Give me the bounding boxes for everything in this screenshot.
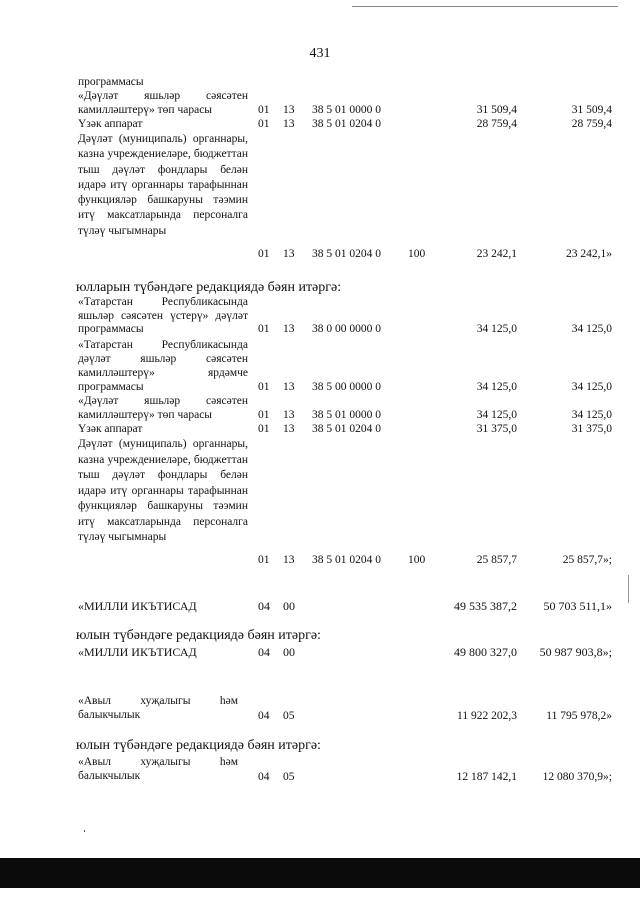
row-amount-1: 12 187 142,1 bbox=[456, 771, 517, 783]
row-amount-2: 31 375,0 bbox=[571, 423, 612, 435]
row-amount-2: 28 759,4 bbox=[571, 118, 612, 130]
row-section: 01 bbox=[258, 381, 270, 393]
row-section: 01 bbox=[258, 118, 270, 130]
row-expense-type: 100 bbox=[408, 554, 426, 566]
row-name: «Дәүләт яшьләр сәясәтен камилләштерү» төп чарасы bbox=[78, 90, 248, 116]
row-section: 04 bbox=[258, 645, 270, 659]
row-name: «Дәүләт яшьләр сәясәтен камилләштерү» төп чарасы bbox=[78, 395, 248, 421]
row-amount-2: 34 125,0 bbox=[571, 409, 612, 421]
row-section: 04 bbox=[258, 599, 270, 613]
page-number: 431 bbox=[309, 46, 331, 61]
row-target-code: 38 5 00 0000 0 bbox=[312, 381, 381, 393]
row-subsection: 13 bbox=[283, 423, 295, 435]
row-name: Дәүләт (муниципаль) органнары, казна учреждениеләре, бюджеттан тыш дәүләт фондлары белән идарә итү органнары тарафыннан функцияләр башкаруны тәэмин итү максатларында персоналга түләү чыгымнары bbox=[78, 133, 248, 237]
row-target-code: 38 5 01 0000 0 bbox=[312, 104, 381, 116]
row-subsection: 00 bbox=[283, 645, 295, 659]
scan-edge-line bbox=[352, 6, 618, 7]
row-amount-1: 28 759,4 bbox=[476, 118, 517, 130]
row-target-code: 38 5 01 0204 0 bbox=[312, 423, 381, 435]
row-amount-2: 25 857,7»; bbox=[562, 554, 612, 566]
row-section: 01 bbox=[258, 423, 270, 435]
row-amount-2: 11 795 978,2» bbox=[546, 710, 612, 722]
instruction-heading: юлларын түбәндәге редакциядә бәян итәргә: bbox=[76, 280, 342, 295]
scan-bottom-bar bbox=[0, 858, 640, 888]
row-subsection: 13 bbox=[283, 409, 295, 421]
row-name: «МИЛЛИ ИКЪТИСАД bbox=[78, 645, 197, 659]
row-amount-1: 23 242,1 bbox=[476, 248, 517, 260]
row-name: Дәүләт (муниципаль) органнары, казна учреждениеләре, бюджеттан тыш дәүләт фондлары белән идарә итү органнары тарафыннан функцияләр башкаруны тәэмин итү максатларында персоналга түләү чыгымнары bbox=[78, 438, 248, 543]
row-amount-1: 34 125,0 bbox=[476, 323, 517, 335]
row-amount-2: 50 703 511,1» bbox=[543, 599, 612, 613]
row-target-code: 38 5 01 0204 0 bbox=[312, 248, 381, 260]
row-section: 01 bbox=[258, 104, 270, 116]
row-amount-1: 49 535 387,2 bbox=[454, 599, 517, 613]
row-name: «Авыл хуҗалыгы һәм балыкчылык bbox=[78, 756, 238, 782]
row-subsection: 13 bbox=[283, 104, 295, 116]
row-section: 01 bbox=[258, 554, 270, 566]
row-amount-2: 34 125,0 bbox=[571, 323, 612, 335]
instruction-heading: юлын түбәндәге редакциядә бәян итәргә: bbox=[76, 738, 321, 753]
row-section: 04 bbox=[258, 771, 270, 783]
row-amount-2: 34 125,0 bbox=[571, 381, 612, 393]
row-subsection: 05 bbox=[283, 710, 295, 722]
row-name: программасы bbox=[78, 76, 144, 88]
row-target-code: 38 0 00 0000 0 bbox=[312, 323, 381, 335]
row-amount-1: 31 509,4 bbox=[476, 104, 517, 116]
row-subsection: 13 bbox=[283, 381, 295, 393]
row-amount-1: 25 857,7 bbox=[476, 554, 517, 566]
row-subsection: 13 bbox=[283, 118, 295, 130]
row-section: 01 bbox=[258, 409, 270, 421]
row-amount-2: 23 242,1» bbox=[566, 248, 612, 260]
row-amount-2: 12 080 370,9»; bbox=[542, 771, 612, 783]
row-amount-1: 11 922 202,3 bbox=[457, 710, 517, 722]
row-section: 01 bbox=[258, 323, 270, 335]
row-name: «Татарстан Республикасында дәүләт яшьләр сәясәтен камилләштерү» ярдәмче программасы bbox=[78, 339, 248, 393]
row-amount-2: 50 987 903,8»; bbox=[539, 645, 612, 659]
row-name: Үзәк аппарат bbox=[78, 423, 143, 435]
row-amount-1: 34 125,0 bbox=[476, 381, 517, 393]
row-subsection: 13 bbox=[283, 554, 295, 566]
row-target-code: 38 5 01 0204 0 bbox=[312, 118, 381, 130]
row-section: 01 bbox=[258, 248, 270, 260]
row-amount-1: 31 375,0 bbox=[476, 423, 517, 435]
row-name: «Авыл хуҗалыгы һәм балыкчылык bbox=[78, 695, 238, 721]
row-amount-1: 34 125,0 bbox=[476, 409, 517, 421]
row-section: 04 bbox=[258, 710, 270, 722]
row-subsection: 00 bbox=[283, 599, 295, 613]
row-name: «МИЛЛИ ИКЪТИСАД bbox=[78, 599, 197, 613]
row-amount-1: 49 800 327,0 bbox=[454, 645, 517, 659]
scan-edge-mark bbox=[628, 575, 629, 603]
row-subsection: 05 bbox=[283, 771, 295, 783]
row-name: «Татарстан Республикасында яшьләр сәясәтен үстерү» дәүләт программасы bbox=[78, 296, 248, 335]
scan-speck bbox=[84, 830, 85, 832]
row-subsection: 13 bbox=[283, 323, 295, 335]
row-target-code: 38 5 01 0204 0 bbox=[312, 554, 381, 566]
row-target-code: 38 5 01 0000 0 bbox=[312, 409, 381, 421]
row-amount-2: 31 509,4 bbox=[571, 104, 612, 116]
instruction-heading: юлын түбәндәге редакциядә бәян итәргә: bbox=[76, 628, 321, 643]
row-name: Үзәк аппарат bbox=[78, 118, 143, 130]
row-subsection: 13 bbox=[283, 248, 295, 260]
row-expense-type: 100 bbox=[408, 248, 426, 260]
